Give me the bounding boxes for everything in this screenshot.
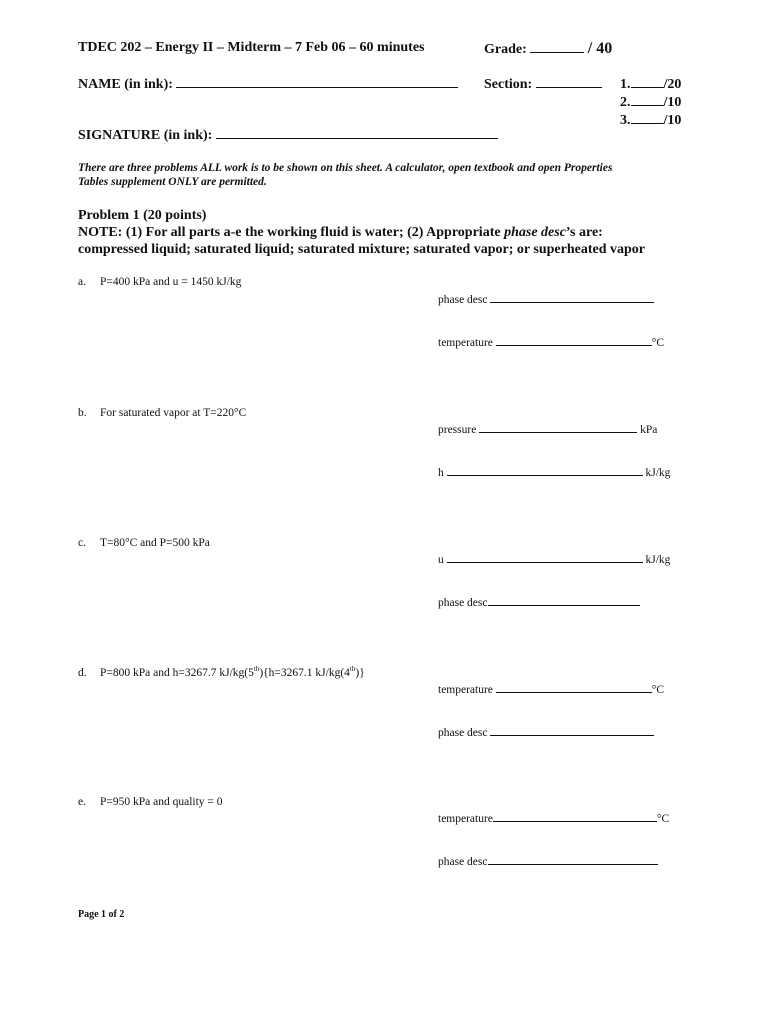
part-c-field-2: phase desc [438,594,640,609]
problem-1-heading [78,207,645,258]
part-d-field-1: temperature °C [438,681,664,696]
part-a-letter: a. [78,276,86,288]
part-b-enthalpy-blank[interactable] [447,464,643,476]
part-a-temperature-blank[interactable] [496,334,652,346]
part-e-field-1: temperature °C [438,810,669,825]
part-a-field-2: temperature °C [438,334,664,349]
part-c-internal-energy-blank[interactable] [447,551,643,563]
score-3-blank[interactable] [631,111,664,124]
section-label: Section: [484,77,533,92]
part-d-phase-desc-blank[interactable] [490,724,654,736]
name-blank[interactable] [176,75,458,88]
problem-1-note-line-2: compressed liquid; saturated liquid; saturated mixture; saturated vapor; or superheated vapor [78,242,645,257]
part-d-field-2: phase desc [438,724,654,739]
grade-label: Grade: [484,42,527,57]
part-e-field-2: phase desc [438,853,658,868]
part-b-field-2: h kJ/kg [438,464,670,479]
section-line [484,75,602,93]
signature-line [78,126,498,144]
signature-label: SIGNATURE (in ink): [78,128,213,143]
instructions-line-2: Tables supplement ONLY are permitted. [78,176,267,188]
problem-1-title: Problem 1 (20 points) [78,208,207,223]
part-b-letter: b. [78,407,87,419]
instructions [78,161,612,189]
part-e-temperature-blank[interactable] [493,810,657,822]
part-e-phase-desc-blank[interactable] [488,853,658,865]
score-row-3: 3. /10 [620,113,682,128]
part-e-letter: e. [78,796,86,808]
part-d-temperature-blank[interactable] [496,681,652,693]
part-a-text: P=400 kPa and u = 1450 kJ/kg [100,276,242,288]
part-d-text: P=800 kPa and h=3267.7 kJ/kg(5th){h=3267.1 kJ/kg(4th)} [100,665,365,679]
part-c-field-1: u kJ/kg [438,551,670,566]
signature-blank[interactable] [216,126,498,139]
score-row-2: 2. /10 [620,95,682,110]
exam-title: TDEC 202 – Energy II – Midterm – 7 Feb 06 – 60 minutes [78,40,425,55]
part-d-letter: d. [78,667,87,679]
score-2-blank[interactable] [631,93,664,106]
part-b-text: For saturated vapor at T=220°C [100,407,247,419]
score-row-1: 1. /20 [620,77,682,92]
name-label: NAME (in ink): [78,77,173,92]
grade-total: / 40 [587,40,613,57]
grade-blank[interactable] [530,40,584,53]
part-a-field-1: phase desc [438,291,654,306]
score-box [620,75,681,129]
part-b-field-1: pressure kPa [438,421,657,436]
score-1-blank[interactable] [631,75,664,88]
problem-1-note-line-1: NOTE: (1) For all parts a-e the working fluid is water; (2) Appropriate phase desc’s are: [78,225,603,240]
instructions-line-1: There are three problems ALL work is to be shown on this sheet. A calculator, open textbook and open Properties [78,162,613,174]
part-c-text: T=80°C and P=500 kPa [100,537,210,549]
part-c-letter: c. [78,537,86,549]
page-number: Page 1 of 2 [78,909,125,920]
part-c-phase-desc-blank[interactable] [488,594,640,606]
part-e-text: P=950 kPa and quality = 0 [100,796,223,808]
part-a-phase-desc-blank[interactable] [490,291,654,303]
section-blank[interactable] [536,75,602,88]
part-b-pressure-blank[interactable] [479,421,637,433]
grade-line [484,40,612,58]
name-line [78,75,458,93]
